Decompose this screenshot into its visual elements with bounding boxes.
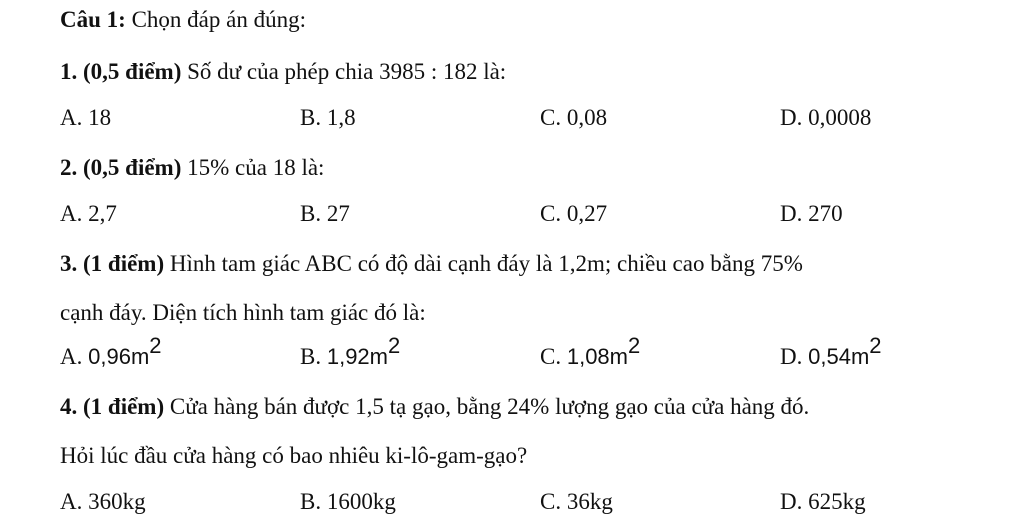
q4-option-a[interactable]: A. 360kg [60,489,146,514]
question-3-text-line2: cạnh đáy. Diện tích hình tam giác đó là: [60,300,426,325]
q4-option-d[interactable]: D. 625kg [780,489,866,514]
q3-option-a-exponent: 2 [149,333,162,359]
q1-option-b[interactable]: B. 1,8 [300,105,356,130]
q4-option-b[interactable]: B. 1600kg [300,489,396,514]
question-4-text-line2: Hỏi lúc đầu cửa hàng có bao nhiêu ki-lô-gam-gạo? [60,443,528,468]
q3-option-b-exponent: 2 [388,333,401,359]
q3-option-b-prefix: B. [300,344,327,369]
q1-option-a[interactable]: A. 18 [60,105,112,130]
question-2-text: 15% của 18 là: [181,155,325,180]
q2-option-c[interactable]: C. 0,27 [540,201,608,226]
question-3-text: Hình tam giác ABC có độ dài cạnh đáy là 1,2m; chiều cao bằng 75% [164,251,803,276]
question-2 [60,154,324,182]
q1-option-c[interactable]: C. 0,08 [540,105,608,130]
q3-option-d-value: 0,54m [808,344,870,369]
question-4 [60,393,809,421]
q3-option-b[interactable] [300,333,401,371]
q2-option-a[interactable]: A. 2,7 [60,201,117,226]
q3-option-a-value: 0,96m [88,344,150,369]
q3-option-d-exponent: 2 [869,333,882,359]
question-4-text: Cửa hàng bán được 1,5 tạ gạo, bằng 24% lượng gạo của cửa hàng đó. [164,394,810,419]
question-2-number: 2. (0,5 điểm) [60,155,182,180]
question-3-number: 3. (1 điểm) [60,251,165,276]
question-3 [60,250,803,278]
section-heading [60,6,306,34]
q3-option-c-value: 1,08m [566,344,628,369]
q4-option-c[interactable]: C. 36kg [540,489,613,514]
q3-option-c-prefix: C. [540,344,567,369]
q3-option-c[interactable] [540,333,641,371]
section-label: Câu 1: [60,7,126,32]
q3-option-c-exponent: 2 [628,333,641,359]
q1-option-d[interactable]: D. 0,0008 [780,105,872,130]
q3-option-d[interactable] [780,333,882,371]
question-1-number: 1. (0,5 điểm) [60,59,182,84]
q3-option-d-prefix: D. [780,344,809,369]
question-4-number: 4. (1 điểm) [60,394,165,419]
q3-option-b-value: 1,92m [326,344,388,369]
q3-option-a-prefix: A. [60,344,89,369]
q3-option-a[interactable] [60,333,162,371]
q2-option-d[interactable]: D. 270 [780,201,843,226]
question-1 [60,58,506,86]
section-instruction: Chọn đáp án đúng: [125,7,306,32]
q2-option-b[interactable]: B. 27 [300,201,350,226]
question-1-text: Số dư của phép chia 3985 : 182 là: [181,59,507,84]
